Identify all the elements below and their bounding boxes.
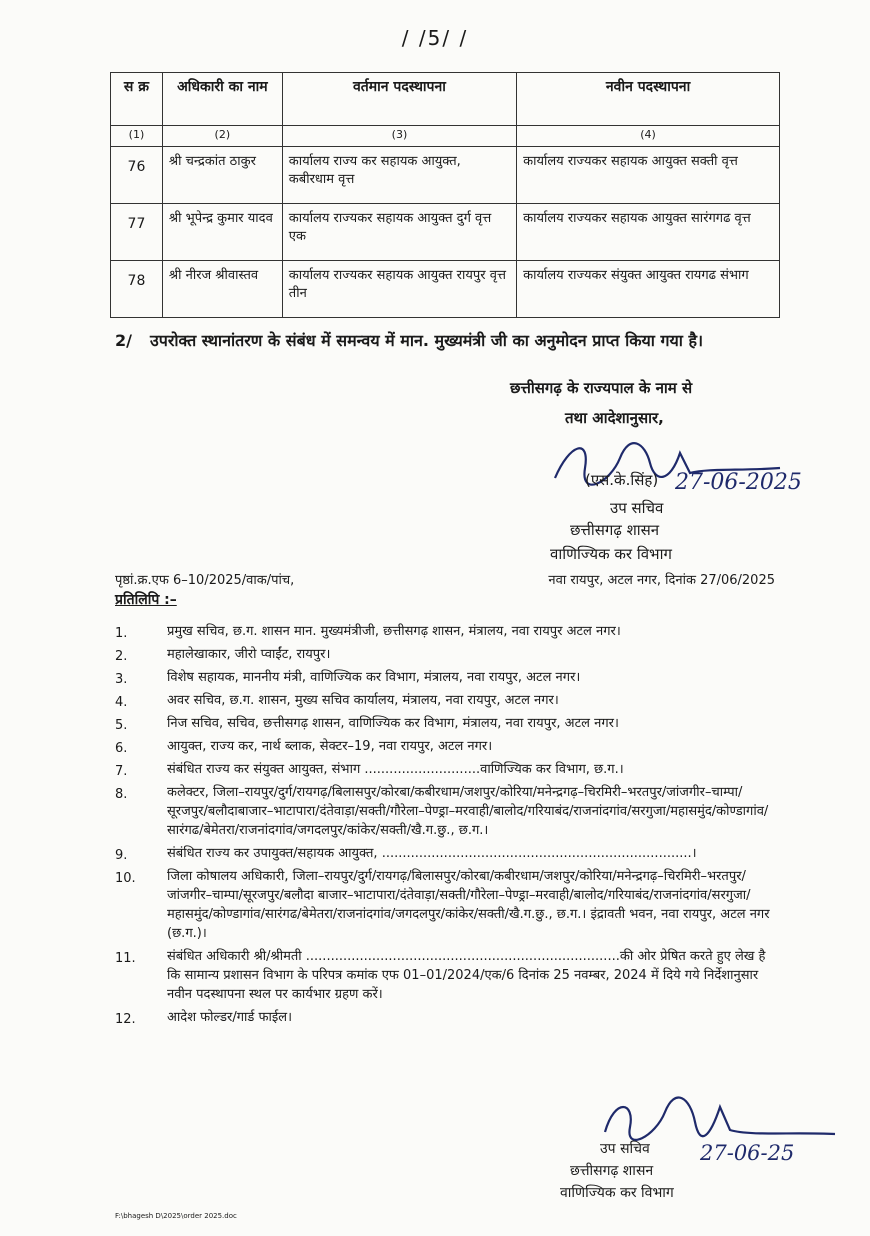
serial-cell: 78 (111, 261, 163, 318)
reference-number: पृष्ठां.क्र.एफ 6–10/2025/वाक/पांच, (115, 573, 295, 588)
current-posting-cell: कार्यालय राज्यकर सहायक आयुक्त दुर्ग वृत्त एक (282, 204, 516, 261)
new-posting-cell: कार्यालय राज्यकर संयुक्त आयुक्त रायगढ संभाग (517, 261, 780, 318)
index-cell: (3) (282, 126, 516, 147)
table-row (111, 147, 780, 204)
new-posting-cell: कार्यालय राज्यकर सहायक आयुक्त सक्ती वृत्त (517, 147, 780, 204)
officer-name-cell: श्री चन्द्रकांत ठाकुर (162, 147, 282, 204)
signature-date-2: 27-06-25 (700, 1141, 795, 1165)
department-2: वाणिज्यिक कर विभाग (560, 1185, 674, 1201)
approval-paragraph (115, 328, 780, 354)
list-item: 7. संबंधित राज्य कर संयुक्त आयुक्त, संभाग ............................वाणिज्यिक कर विभाग, छ.ग.। (115, 762, 624, 779)
header-officer-name: अधिकारी का नाम (162, 73, 282, 126)
current-posting-cell: कार्यालय राज्यकर सहायक आयुक्त रायपुर वृत्त तीन (282, 261, 516, 318)
officer-name-cell: श्री नीरज श्रीवास्तव (162, 261, 282, 318)
current-posting-cell: कार्यालय राज्य कर सहायक आयुक्त, कबीरधाम वृत्त (282, 147, 516, 204)
officer-name-cell: श्री भूपेन्द्र कुमार यादव (162, 204, 282, 261)
list-item: 12. आदेश फोल्डर/गार्ड फाईल। (115, 1010, 292, 1027)
table-header-row (111, 73, 780, 126)
designation: उप सचिव (610, 499, 664, 517)
order-line: तथा आदेशानुसार, (565, 409, 664, 427)
designation-2: उप सचिव (600, 1141, 650, 1157)
page-number: / /5/ / (401, 26, 469, 50)
list-item: 11. संबंधित अधिकारी श्री/श्रीमती ............................................................................की ओर प्रेषित करते हुए लेख है कि सामान्य प्रशासन विभाग के परिपत्र कमांक एफ 01–01/2024/एक/6 दिनांक 25 नवम्बर, 2024 में दिये गये निर्देशानुसार नवीन पदस्थापना स्थल पर कार्यभार ग्रहण करें। (115, 949, 766, 1002)
list-item: 6. आयुक्त, राज्य कर, नार्थ ब्लाक, सेक्टर–19, नवा रायपुर, अटल नगर। (115, 739, 493, 756)
authority-line: छत्तीसगढ़ के राज्यपाल के नाम से (510, 379, 693, 397)
table-index-row (111, 126, 780, 147)
transfer-table (110, 72, 780, 318)
header-serial: स क्र (111, 73, 163, 126)
copy-to-heading: प्रतिलिपि :– (115, 592, 177, 608)
list-item: 1. प्रमुख सचिव, छ.ग. शासन मान. मुख्यमंत्रीजी, छत्तीसगढ़ शासन, मंत्रालय, नवा रायपुर अटल नगर। (115, 624, 621, 641)
list-item: 8. कलेक्टर, जिला–रायपुर/दुर्ग/रायगढ़/बिलासपुर/कोरबा/कबीरधाम/जशपुर/कोरिया/मनेन्द्रगढ़–चिरमिरी–भरतपुर/जांजगीर–चाम्पा/सूरजपुर/बलौदाबाजार–भाटापारा/दंतेवाड़ा/सक्ती/गौरेला–पेण्ड्रा–मरवाही/बालोद/गरियाबंद/राजनांदगांव/सरगुजा/महासमुंद/कोण्डागांव/सारंगढ/बेमेतरा/राजनांदगांव/जगदलपुर/कांकेर/सक्ती/खै.ग.छु., छ.ग.। (115, 785, 769, 838)
government: छत्तीसगढ़ शासन (570, 521, 660, 539)
table-row (111, 261, 780, 318)
index-cell: (4) (517, 126, 780, 147)
signature-date: 27-06-2025 (675, 470, 802, 495)
paragraph-text: उपरोक्त स्थानांतरण के संबंध में समन्वय में मान. मुख्यमंत्री जी का अनुमोदन प्राप्त किया गया है। (149, 331, 704, 350)
copy-list (115, 622, 780, 1031)
department: वाणिज्यिक कर विभाग (550, 545, 672, 563)
index-cell: (2) (162, 126, 282, 147)
officer-name: (एस.के.सिंह) (585, 471, 659, 489)
header-current-posting: वर्तमान पदस्थापना (282, 73, 516, 126)
list-item: 4. अवर सचिव, छ.ग. शासन, मुख्य सचिव कार्यालय, मंत्रालय, नवा रायपुर, अटल नगर। (115, 693, 559, 710)
list-item: 9. संबंधित राज्य कर उपायुक्त/सहायक आयुक्त, ...........................................................................। (115, 846, 697, 863)
list-item: 10. जिला कोषालय अधिकारी, जिला–रायपुर/दुर्ग/रायगढ़/बिलासपुर/कोरबा/कबीरधाम/जशपुर/कोरिया/मनेन्द्रगढ़–चिरमिरी–भरतपुर/जांजगीर–चाम्पा/सूरजपुर/बलौदा बाजार–भाटापारा/दंतेवाड़ा/सक्ती/गौरेला–पेण्ड्रा–मरवाही/बालोद/गरियाबंद/राजनांदगांव/सरगुजा/महासमुंद/कोण्डागांव/सारंगढ/बेमेतरा/राजनांदगांव/जगदलपुर/कांकेर/सक्ती/खै.ग.छु., छ.ग.। इंद्रावती भवन, नवा रायपुर, अटल नगर (छ.ग.)। (115, 869, 770, 941)
list-item: 2. महालेखाकार, जीरो प्वाईंट, रायपुर। (115, 647, 331, 664)
list-item: 3. विशेष सहायक, माननीय मंत्री, वाणिज्यिक कर विभाग, मंत्रालय, नवा रायपुर, अटल नगर। (115, 670, 581, 687)
new-posting-cell: कार्यालय राज्यकर सहायक आयुक्त सारंगगढ वृत्त (517, 204, 780, 261)
serial-cell: 77 (111, 204, 163, 261)
paragraph-number: 2/ (115, 331, 132, 350)
file-path-footer: F:\bhagesh D\2025\order 2025.doc (115, 1212, 237, 1220)
government-2: छत्तीसगढ़ शासन (570, 1163, 654, 1179)
serial-cell: 76 (111, 147, 163, 204)
list-item: 5. निज सचिव, सचिव, छत्तीसगढ़ शासन, वाणिज्यिक कर विभाग, मंत्रालय, नवा रायपुर, अटल नगर। (115, 716, 619, 733)
header-new-posting: नवीन पदस्थापना (517, 73, 780, 126)
reference-line (115, 570, 775, 588)
index-cell: (1) (111, 126, 163, 147)
table-row (111, 204, 780, 261)
signature-block-2 (560, 1138, 795, 1204)
place-date: नवा रायपुर, अटल नगर, दिनांक 27/06/2025 (548, 573, 775, 588)
